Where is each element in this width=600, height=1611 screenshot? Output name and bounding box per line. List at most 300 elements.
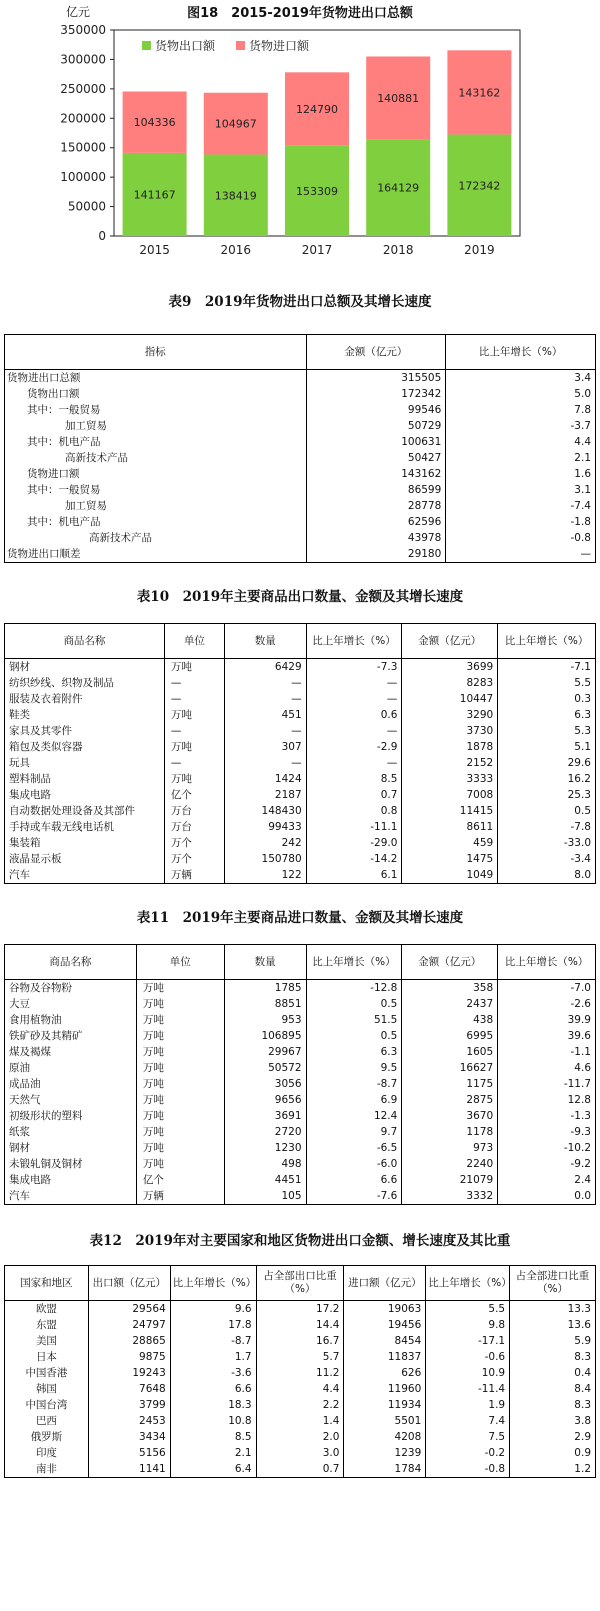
table10-cell: — xyxy=(306,755,402,771)
table12-cell: 欧盟 xyxy=(5,1301,89,1318)
table12-cell: 1141 xyxy=(88,1461,170,1478)
x-tick-label: 2018 xyxy=(382,243,414,257)
table10-cell: 万吨 xyxy=(164,771,224,787)
table11-cell: 万吨 xyxy=(136,1044,224,1060)
y-tick-label: 150000 xyxy=(60,140,106,155)
y-tick-label: 50000 xyxy=(67,199,106,214)
table9-row xyxy=(5,418,596,434)
table12-cell: 10.9 xyxy=(426,1365,510,1381)
table12-cell: 东盟 xyxy=(5,1317,89,1333)
table10-cell: — xyxy=(224,723,306,739)
table11-cell: -9.2 xyxy=(498,1156,596,1172)
table11-cell: 0.5 xyxy=(306,996,402,1012)
table9-row xyxy=(5,450,596,466)
table10-header-5: 比上年增长（%） xyxy=(498,624,596,659)
table11-header-0: 商品名称 xyxy=(5,945,137,980)
table12-cell: 13.3 xyxy=(510,1301,596,1318)
table9-row xyxy=(5,514,596,530)
table10-cell: 6429 xyxy=(224,659,306,676)
x-tick-label: 2019 xyxy=(464,243,495,257)
table10-cell: 万个 xyxy=(164,851,224,867)
table10-cell: 1049 xyxy=(402,867,498,884)
legend-swatch-export xyxy=(142,41,151,50)
table10-cell: 5.3 xyxy=(498,723,596,739)
table11-cell: 12.4 xyxy=(306,1108,402,1124)
table12-header-5: 比上年增长（%） xyxy=(426,1266,510,1301)
table12-cell: 11934 xyxy=(344,1397,426,1413)
table9-cell-amount: 172342 xyxy=(306,386,446,402)
table11-row xyxy=(5,1028,596,1044)
table12-cell: 2453 xyxy=(88,1413,170,1429)
table12-cell: 5501 xyxy=(344,1413,426,1429)
legend-swatch-import xyxy=(236,41,245,50)
table10-cell: 万台 xyxy=(164,803,224,819)
table9-cell-amount: 99546 xyxy=(306,402,446,418)
table10-row xyxy=(5,739,596,755)
table11-cell: 9.5 xyxy=(306,1060,402,1076)
table11-cell: 成品油 xyxy=(5,1076,137,1092)
table10-row xyxy=(5,851,596,867)
table10-cell: 122 xyxy=(224,867,306,884)
table11-cell: 煤及褐煤 xyxy=(5,1044,137,1060)
table11-cell: -12.8 xyxy=(306,980,402,997)
table10-row xyxy=(5,819,596,835)
table12-row xyxy=(5,1349,596,1365)
table10-row xyxy=(5,755,596,771)
table11-cell: 6.3 xyxy=(306,1044,402,1060)
legend-label-export: 货物出口额 xyxy=(155,39,216,53)
y-axis-label: 亿元 xyxy=(66,5,91,19)
table11-cell: 2720 xyxy=(224,1124,306,1140)
table11-cell: -6.0 xyxy=(306,1156,402,1172)
table9-header-indicator: 指标 xyxy=(5,335,307,370)
table9-row xyxy=(5,370,596,387)
table12-header-3: 占全部出口比重（%） xyxy=(256,1266,344,1301)
table10-cell: -7.1 xyxy=(498,659,596,676)
table12-cell: 19243 xyxy=(88,1365,170,1381)
table12-header-0: 国家和地区 xyxy=(5,1266,89,1301)
table10-cell: 6.1 xyxy=(306,867,402,884)
table10-cell: — xyxy=(164,723,224,739)
table10-cell: 家具及其零件 xyxy=(5,723,165,739)
table11-cell: 万辆 xyxy=(136,1188,224,1205)
table10-header-1: 单位 xyxy=(164,624,224,659)
table11-row xyxy=(5,1108,596,1124)
table11-header-2: 数量 xyxy=(224,945,306,980)
table11-cell: -7.6 xyxy=(306,1188,402,1205)
table10-row xyxy=(5,771,596,787)
table12-cell: 10.8 xyxy=(170,1413,256,1429)
table9-cell-growth: -0.8 xyxy=(446,530,596,546)
table12-row xyxy=(5,1461,596,1478)
table12-row xyxy=(5,1413,596,1429)
bar-value-label: 138419 xyxy=(214,189,257,203)
table11-row xyxy=(5,1060,596,1076)
table10-cell: 8283 xyxy=(402,675,498,691)
table11-row xyxy=(5,1156,596,1172)
table10-cell: 242 xyxy=(224,835,306,851)
table12-cell: 8.5 xyxy=(170,1429,256,1445)
table10-cell: — xyxy=(224,675,306,691)
table11-cell: 39.9 xyxy=(498,1012,596,1028)
bar-value-label: 164129 xyxy=(377,181,420,195)
table11-cell: -2.6 xyxy=(498,996,596,1012)
table11-header-1: 单位 xyxy=(136,945,224,980)
table10-cell: 集成电路 xyxy=(5,787,165,803)
table10-cell: — xyxy=(306,723,402,739)
table9-cell-growth: -1.8 xyxy=(446,514,596,530)
table11-cell: 钢材 xyxy=(5,1140,137,1156)
table10-cell: 玩具 xyxy=(5,755,165,771)
table9-cell-growth: -3.7 xyxy=(446,418,596,434)
table11-cell: 万吨 xyxy=(136,1156,224,1172)
table11-cell: 8851 xyxy=(224,996,306,1012)
table10 xyxy=(4,623,596,884)
table10-header-2: 数量 xyxy=(224,624,306,659)
table11-cell: 万吨 xyxy=(136,1028,224,1044)
table12-cell: -0.2 xyxy=(426,1445,510,1461)
table10-cell: 塑料制品 xyxy=(5,771,165,787)
table12-row xyxy=(5,1333,596,1349)
table12-cell: 3.8 xyxy=(510,1413,596,1429)
table10-row xyxy=(5,691,596,707)
table11-cell: 万吨 xyxy=(136,1012,224,1028)
table10-cell: 148430 xyxy=(224,803,306,819)
table10-cell: -2.9 xyxy=(306,739,402,755)
table12-cell: 3434 xyxy=(88,1429,170,1445)
table10-cell: — xyxy=(306,675,402,691)
table10-cell: — xyxy=(224,755,306,771)
table10-cell: — xyxy=(164,675,224,691)
table12-cell: 中国香港 xyxy=(5,1365,89,1381)
table11-cell: 2.4 xyxy=(498,1172,596,1188)
y-tick-label: 300000 xyxy=(60,52,106,67)
table10-cell: 鞋类 xyxy=(5,707,165,723)
table12-cell: 626 xyxy=(344,1365,426,1381)
table11-cell: 0.0 xyxy=(498,1188,596,1205)
table11-cell: 1605 xyxy=(402,1044,498,1060)
table12-cell: 8.3 xyxy=(510,1397,596,1413)
table12 xyxy=(4,1265,596,1478)
table9-cell-amount: 62596 xyxy=(306,514,446,530)
table12-cell: -3.6 xyxy=(170,1365,256,1381)
table11-cell: 39.6 xyxy=(498,1028,596,1044)
table10-row xyxy=(5,867,596,884)
table10-cell: 29.6 xyxy=(498,755,596,771)
table12-cell: 5.5 xyxy=(426,1301,510,1318)
table11-cell: -6.5 xyxy=(306,1140,402,1156)
table11-cell: 万吨 xyxy=(136,1092,224,1108)
table9-cell-growth: — xyxy=(446,546,596,563)
table12-title: 表12 2019年对主要国家和地区货物进出口金额、增长速度及其比重 xyxy=(89,1233,511,1249)
table10-row xyxy=(5,723,596,739)
table11-cell: 16627 xyxy=(402,1060,498,1076)
table10-row xyxy=(5,675,596,691)
legend-label-import: 货物进口额 xyxy=(249,39,310,53)
table11-cell: 万吨 xyxy=(136,996,224,1012)
table10-cell: 5.1 xyxy=(498,739,596,755)
table10-cell: 1878 xyxy=(402,739,498,755)
table11-title: 表11 2019年主要商品进口数量、金额及其增长速度 xyxy=(136,910,464,926)
table9-cell-growth: 2.1 xyxy=(446,450,596,466)
table12-cell: 美国 xyxy=(5,1333,89,1349)
table12-cell: 8.4 xyxy=(510,1381,596,1397)
table11-header-3: 比上年增长（%） xyxy=(306,945,402,980)
table10-cell: 11415 xyxy=(402,803,498,819)
table10-header-4: 金额（亿元） xyxy=(402,624,498,659)
table12-cell: 24797 xyxy=(88,1317,170,1333)
table11-row xyxy=(5,1188,596,1205)
table11-cell: 集成电路 xyxy=(5,1172,137,1188)
table12-cell: 28865 xyxy=(88,1333,170,1349)
table11-cell: 万吨 xyxy=(136,1076,224,1092)
table12-cell: 8.3 xyxy=(510,1349,596,1365)
table11-cell: 铁矿砂及其精矿 xyxy=(5,1028,137,1044)
table11-cell: 1785 xyxy=(224,980,306,997)
table10-cell: -29.0 xyxy=(306,835,402,851)
table12-cell: 日本 xyxy=(5,1349,89,1365)
table12-row xyxy=(5,1397,596,1413)
table12-cell: 3.0 xyxy=(256,1445,344,1461)
table9-cell-growth: 5.0 xyxy=(446,386,596,402)
table11-cell: 3670 xyxy=(402,1108,498,1124)
table9-cell-name: 其中：一般贸易 xyxy=(5,482,307,498)
x-tick-label: 2017 xyxy=(301,243,333,257)
table10-cell: 纺织纱线、织物及制品 xyxy=(5,675,165,691)
table9-cell-amount: 50729 xyxy=(306,418,446,434)
table11-cell: 29967 xyxy=(224,1044,306,1060)
table12-header-4: 进口额（亿元） xyxy=(344,1266,426,1301)
table12-cell: 7.4 xyxy=(426,1413,510,1429)
table12-cell: 19456 xyxy=(344,1317,426,1333)
table9-cell-growth: 1.6 xyxy=(446,466,596,482)
table12-cell: -8.7 xyxy=(170,1333,256,1349)
table11-row xyxy=(5,1124,596,1140)
table10-row xyxy=(5,835,596,851)
table12-cell: 14.4 xyxy=(256,1317,344,1333)
table10-cell: -3.4 xyxy=(498,851,596,867)
table9-cell-amount: 143162 xyxy=(306,466,446,482)
table11-cell: 21079 xyxy=(402,1172,498,1188)
table10-cell: — xyxy=(224,691,306,707)
table9-row xyxy=(5,434,596,450)
y-tick-label: 100000 xyxy=(60,170,106,185)
table12-cell: 南非 xyxy=(5,1461,89,1478)
table10-title: 表10 2019年主要商品出口数量、金额及其增长速度 xyxy=(136,589,464,605)
table10-row xyxy=(5,707,596,723)
y-tick-label: 350000 xyxy=(60,23,106,37)
table10-cell: 150780 xyxy=(224,851,306,867)
table12-cell: 中国台湾 xyxy=(5,1397,89,1413)
table11-cell: 万吨 xyxy=(136,1060,224,1076)
table11-row xyxy=(5,1172,596,1188)
table12-cell: 8454 xyxy=(344,1333,426,1349)
table10-header-3: 比上年增长（%） xyxy=(306,624,402,659)
table9-cell-name: 其中：一般贸易 xyxy=(5,402,307,418)
table10-cell: 0.5 xyxy=(498,803,596,819)
table11-row xyxy=(5,1092,596,1108)
table12-cell: 1239 xyxy=(344,1445,426,1461)
table11-cell: 0.5 xyxy=(306,1028,402,1044)
table10-cell: 0.8 xyxy=(306,803,402,819)
table10-cell: 6.3 xyxy=(498,707,596,723)
table10-cell: 10447 xyxy=(402,691,498,707)
table9-cell-amount: 50427 xyxy=(306,450,446,466)
table11-cell: 万吨 xyxy=(136,1108,224,1124)
table9-cell-growth: 4.4 xyxy=(446,434,596,450)
table11-cell: -11.7 xyxy=(498,1076,596,1092)
table12-cell: 印度 xyxy=(5,1445,89,1461)
table12-cell: 2.1 xyxy=(170,1445,256,1461)
bar-value-label: 104336 xyxy=(133,116,176,130)
table9-row xyxy=(5,546,596,563)
table10-cell: 307 xyxy=(224,739,306,755)
table9-cell-amount: 43978 xyxy=(306,530,446,546)
table12-cell: 5.7 xyxy=(256,1349,344,1365)
chart-svg xyxy=(0,0,600,272)
table11-cell: 初级形状的塑料 xyxy=(5,1108,137,1124)
table11-cell: 953 xyxy=(224,1012,306,1028)
table12-cell: 29564 xyxy=(88,1301,170,1318)
table9-cell-amount: 100631 xyxy=(306,434,446,450)
table11-cell: 4.6 xyxy=(498,1060,596,1076)
table11-row xyxy=(5,1044,596,1060)
table10-cell: 3290 xyxy=(402,707,498,723)
table11-cell: 3332 xyxy=(402,1188,498,1205)
table11-cell: 438 xyxy=(402,1012,498,1028)
table11-cell: 12.8 xyxy=(498,1092,596,1108)
table10-cell: 3730 xyxy=(402,723,498,739)
table12-cell: 2.9 xyxy=(510,1429,596,1445)
table12-cell: 0.9 xyxy=(510,1445,596,1461)
table11-cell: 2437 xyxy=(402,996,498,1012)
table10-row xyxy=(5,659,596,676)
table11-cell: 9.7 xyxy=(306,1124,402,1140)
table10-cell: 万台 xyxy=(164,819,224,835)
table12-row xyxy=(5,1429,596,1445)
table9-header-growth: 比上年增长（%） xyxy=(446,335,596,370)
bar-value-label: 104967 xyxy=(214,117,257,131)
table10-cell: 7008 xyxy=(402,787,498,803)
table11-cell: 未锻轧铜及铜材 xyxy=(5,1156,137,1172)
table10-cell: 451 xyxy=(224,707,306,723)
table12-cell: 7648 xyxy=(88,1381,170,1397)
table10-cell: 汽车 xyxy=(5,867,165,884)
table9 xyxy=(4,334,596,563)
bar-value-label: 140881 xyxy=(377,91,420,105)
table10-cell: 99433 xyxy=(224,819,306,835)
table10-cell: 16.2 xyxy=(498,771,596,787)
table12-cell: 9.6 xyxy=(170,1301,256,1318)
table11-cell: 2240 xyxy=(402,1156,498,1172)
table11-cell: 纸浆 xyxy=(5,1124,137,1140)
y-tick-label: 200000 xyxy=(60,111,106,126)
bar-value-label: 124790 xyxy=(296,103,338,117)
x-tick-label: 2015 xyxy=(139,243,170,257)
bar-value-label: 172342 xyxy=(458,179,501,193)
table10-cell: 0.6 xyxy=(306,707,402,723)
table10-cell: 1475 xyxy=(402,851,498,867)
table10-cell: 0.7 xyxy=(306,787,402,803)
table10-cell: 钢材 xyxy=(5,659,165,676)
table10-cell: — xyxy=(164,691,224,707)
table10-cell: 2187 xyxy=(224,787,306,803)
table12-cell: 1.7 xyxy=(170,1349,256,1365)
table11-cell: 1175 xyxy=(402,1076,498,1092)
table11-cell: 4451 xyxy=(224,1172,306,1188)
table10-cell: 2152 xyxy=(402,755,498,771)
table9-cell-name: 货物进口额 xyxy=(5,466,307,482)
table12-cell: 16.7 xyxy=(256,1333,344,1349)
table9-cell-amount: 86599 xyxy=(306,482,446,498)
y-tick-label: 0 xyxy=(98,229,106,243)
table11-cell: 汽车 xyxy=(5,1188,137,1205)
table10-cell: 8.5 xyxy=(306,771,402,787)
table12-cell: 1784 xyxy=(344,1461,426,1478)
table12-cell: 1.4 xyxy=(256,1413,344,1429)
table11-cell: 3056 xyxy=(224,1076,306,1092)
table12-row xyxy=(5,1301,596,1318)
table9-cell-name: 高新技术产品 xyxy=(5,450,307,466)
table9-row xyxy=(5,386,596,402)
table11-cell: 105 xyxy=(224,1188,306,1205)
table11-cell: 106895 xyxy=(224,1028,306,1044)
table12-header-2: 比上年增长（%） xyxy=(170,1266,256,1301)
table11-cell: 1230 xyxy=(224,1140,306,1156)
table9-row xyxy=(5,530,596,546)
table10-cell: 液晶显示板 xyxy=(5,851,165,867)
table11-cell: 6995 xyxy=(402,1028,498,1044)
table10-cell: 集装箱 xyxy=(5,835,165,851)
x-tick-label: 2016 xyxy=(220,243,252,257)
table9-cell-amount: 28778 xyxy=(306,498,446,514)
table11-cell: 358 xyxy=(402,980,498,997)
table9-cell-growth: -7.4 xyxy=(446,498,596,514)
table11-cell: 万吨 xyxy=(136,980,224,997)
table11-row xyxy=(5,1076,596,1092)
table12-cell: -17.1 xyxy=(426,1333,510,1349)
table12-row xyxy=(5,1365,596,1381)
table10-cell: 万个 xyxy=(164,835,224,851)
bar-value-label: 153309 xyxy=(296,184,338,198)
table11-cell: 食用植物油 xyxy=(5,1012,137,1028)
table11-cell: 大豆 xyxy=(5,996,137,1012)
table12-cell: 11.2 xyxy=(256,1365,344,1381)
table9-cell-growth: 3.4 xyxy=(446,370,596,387)
table9-cell-name: 其中：机电产品 xyxy=(5,434,307,450)
table10-cell: 万吨 xyxy=(164,659,224,676)
table12-cell: 4208 xyxy=(344,1429,426,1445)
table10-cell: 459 xyxy=(402,835,498,851)
table10-cell: -14.2 xyxy=(306,851,402,867)
table9-cell-growth: 3.1 xyxy=(446,482,596,498)
table12-cell: 9875 xyxy=(88,1349,170,1365)
table12-cell: 9.8 xyxy=(426,1317,510,1333)
table9-row xyxy=(5,482,596,498)
table11-cell: 万吨 xyxy=(136,1124,224,1140)
table11-cell: 3691 xyxy=(224,1108,306,1124)
table11-row xyxy=(5,996,596,1012)
table12-cell: 1.2 xyxy=(510,1461,596,1478)
table11-row xyxy=(5,980,596,997)
table12-cell: 6.6 xyxy=(170,1381,256,1397)
table12-cell: 13.6 xyxy=(510,1317,596,1333)
table9-cell-name: 货物进出口顺差 xyxy=(5,546,307,563)
table10-cell: 8.0 xyxy=(498,867,596,884)
bar-value-label: 141167 xyxy=(133,188,176,202)
table12-cell: 17.8 xyxy=(170,1317,256,1333)
table10-cell: 3333 xyxy=(402,771,498,787)
